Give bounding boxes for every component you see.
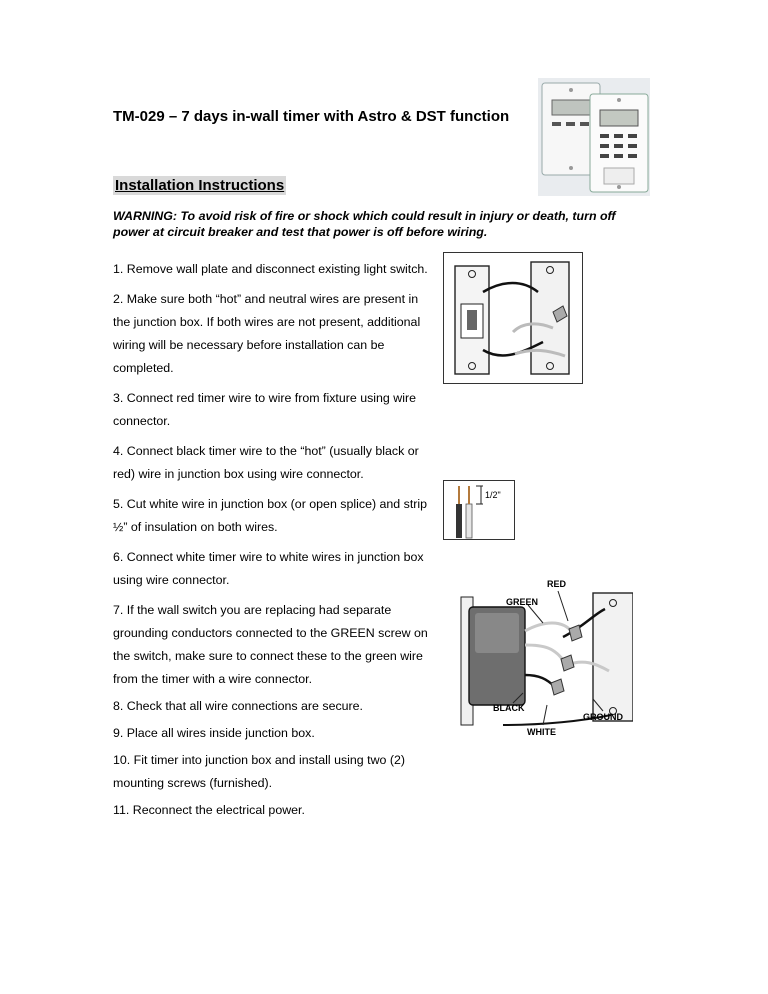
strip-insulation-diagram <box>443 480 515 540</box>
list-item: 3. Connect red timer wire to wire from fixture using wire connector. <box>113 391 416 428</box>
steps-list <box>113 258 435 829</box>
switch-removal-diagram <box>443 252 583 384</box>
list-item: 1. Remove wall plate and disconnect existing light switch. <box>113 262 428 276</box>
list-item: 8. Check that all wire connections are secure. <box>113 699 364 713</box>
section-heading: Installation Instructions <box>115 177 285 194</box>
label-black: BLACK <box>493 703 525 713</box>
list-item: 7. If the wall switch you are replacing had separate grounding conductors connected to the GREEN screw on the switch, make sure to connect these to the green wire from the timer with a wire connector. <box>113 603 428 686</box>
timer-front <box>590 94 648 192</box>
document-title: TM-029 – 7 days in-wall timer with Astro & DST function <box>113 108 510 125</box>
list-item: 4. Connect black timer wire to the “hot” (usually black or red) wire in junction box using wire connector. <box>113 444 419 481</box>
list-item: 10. Fit timer into junction box and install using two (2) mounting screws (furnished). <box>113 753 406 790</box>
product-photo <box>538 78 650 196</box>
label-green: GREEN <box>506 597 539 607</box>
warning-text: WARNING: To avoid risk of fire or shock which could result in injury or death, turn off power at circuit breaker and test that power is off before wiring. <box>113 209 616 239</box>
list-item: 2. Make sure both “hot” and neutral wires are present in the junction box. If both wires are not present, additional wiring will be necessary before installation can be completed. <box>113 292 421 375</box>
timer-wiring-diagram <box>443 575 633 740</box>
list-item: 6. Connect white timer wire to white wires in junction box using wire connector. <box>113 550 424 587</box>
label-white: WHITE <box>527 727 556 737</box>
list-item: 5. Cut white wire in junction box (or open splice) and strip ½” of insulation on both wires. <box>113 497 428 534</box>
label-red: RED <box>547 579 567 589</box>
label-ground: GROUND <box>583 712 623 722</box>
list-item: 11. Reconnect the electrical power. <box>113 803 305 817</box>
strip-measure-label: 1/2" <box>485 490 501 500</box>
list-item: 9. Place all wires inside junction box. <box>113 726 315 740</box>
